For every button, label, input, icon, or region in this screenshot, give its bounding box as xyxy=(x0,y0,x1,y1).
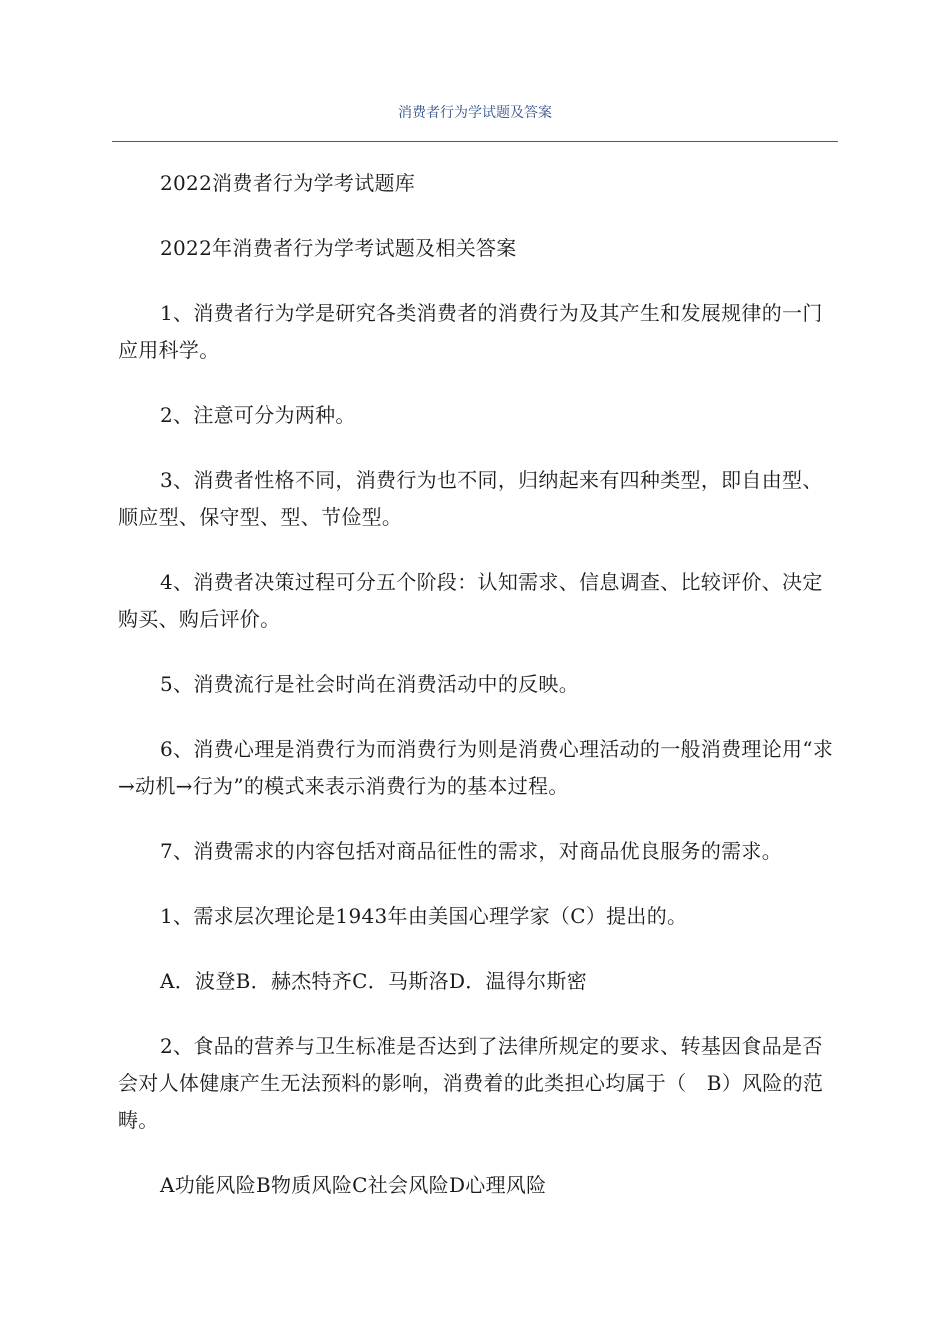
document-body xyxy=(118,165,838,1232)
paragraph: 2、注意可分为两种。 xyxy=(160,403,356,427)
paragraph: 4、消费者决策过程可分五个阶段：认知需求、信息调查、比较评价、决定购买、购后评价。 xyxy=(118,570,823,631)
page-header-title: 消费者行为学试题及答案 xyxy=(398,105,552,121)
paragraph: 7、消费需求的内容包括对商品征性的需求，对商品优良服务的需求。 xyxy=(160,839,783,863)
answer-options: A功能风险B物质风险C社会风险D心理风险 xyxy=(160,1173,547,1197)
answer-options: A．波登B．赫杰特齐C．马斯洛D．温得尔斯密 xyxy=(160,969,588,993)
paragraph: 3、消费者性格不同，消费行为也不同，归纳起来有四种类型，即自由型、顺应型、保守型、型、节俭型。 xyxy=(118,468,823,529)
paragraph: 5、消费流行是社会时尚在消费活动中的反映。 xyxy=(160,672,580,696)
paragraph: 6、消费心理是消费行为而消费行为则是消费心理活动的一般消费理论用“求→动机→行为”的模式来表示消费行为的基本过程。 xyxy=(118,737,834,798)
paragraph-subtitle: 2022年消费者行为学考试题及相关答案 xyxy=(160,236,517,260)
question: 2、食品的营养与卫生标准是否达到了法律所规定的要求、转基因食品是否会对人体健康产生无法预料的影响，消费着的此类担心均属于（ B）风险的范畴。 xyxy=(118,1034,824,1132)
paragraph: 1、消费者行为学是研究各类消费者的消费行为及其产生和发展规律的一门应用科学。 xyxy=(118,301,823,362)
paragraph-title: 2022消费者行为学考试题库 xyxy=(160,171,416,195)
question: 1、需求层次理论是1943年由美国心理学家（C）提出的。 xyxy=(160,904,688,928)
header-divider xyxy=(112,141,838,142)
